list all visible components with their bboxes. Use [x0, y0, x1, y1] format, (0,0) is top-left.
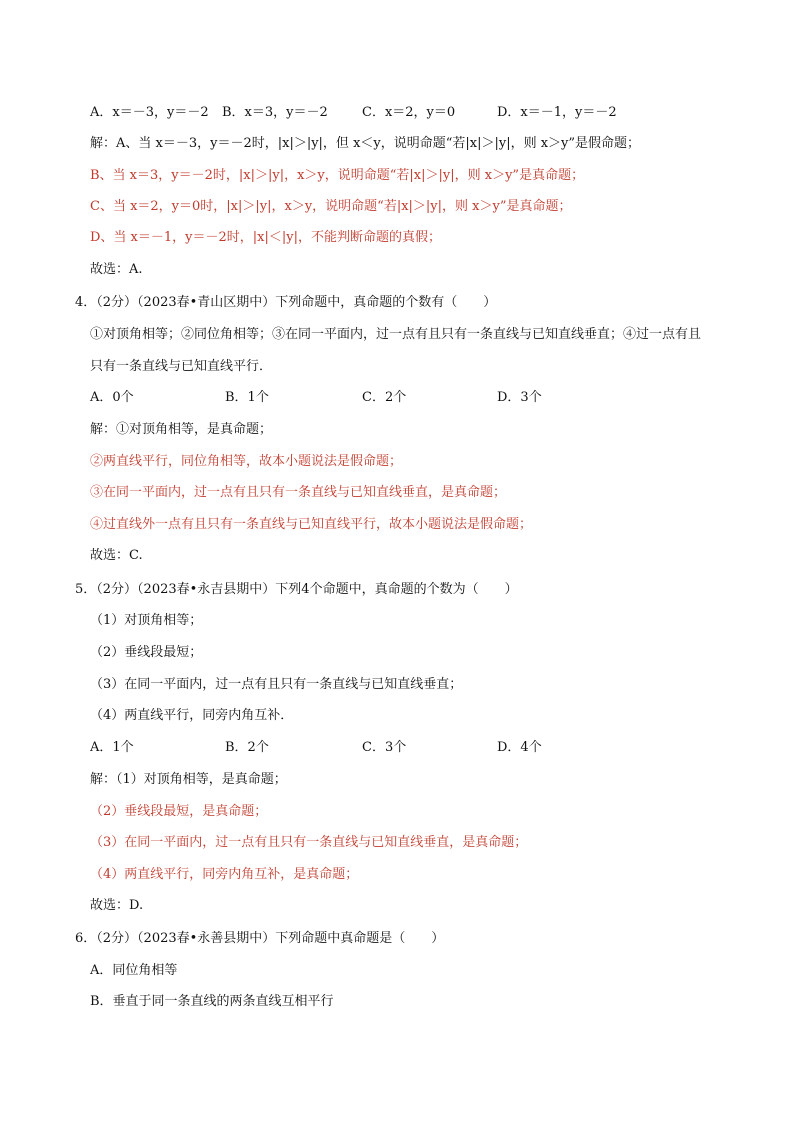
q3-answer: 故选：A.: [90, 262, 143, 277]
q5-solution-line: 解：（1）对顶角相等，是真命题；: [90, 772, 287, 787]
q5-item: （4）两直线平行，同旁内角互补．: [90, 708, 294, 723]
q3-option-a: A．x＝－3，y＝－2: [90, 105, 209, 120]
q4-body: ①对顶角相等；②同位角相等；③在同一平面内，过一点有且只有一条直线与已知直线垂直；④过一点有且: [90, 327, 702, 342]
q5-item: （1）对顶角相等；: [90, 613, 203, 628]
q4-solution-line: 解：①对顶角相等，是真命题；: [90, 422, 273, 437]
q4-option-c: C．2个: [362, 390, 407, 405]
q5-option-d: D．4个: [497, 740, 542, 755]
q5-option-b: B．2个: [225, 740, 269, 755]
q6-option-b: B．垂直于同一条直线的两条直线互相平行: [90, 994, 334, 1009]
q3-solution-line: D、当 x＝－1，y＝－2时，|x|＜|y|，不能判断命题的真假；: [90, 230, 441, 245]
q6-stem: 6．（2分）（2023春•永善县期中）下列命题中真命题是（ ）: [75, 931, 445, 946]
q5-answer: 故选：D.: [90, 898, 144, 913]
q4-solution-line: ③在同一平面内，过一点有且只有一条直线与已知直线垂直，是真命题；: [90, 485, 507, 500]
q5-item: （3）在同一平面内，过一点有且只有一条直线与已知直线垂直；: [90, 677, 463, 692]
q4-option-b: B．1个: [225, 390, 269, 405]
q3-option-d: D．x＝－1，y＝－2: [497, 105, 617, 120]
q4-stem: 4．（2分）（2023春•青山区期中）下列命题中，真命题的个数有（ ）: [75, 295, 497, 310]
q5-stem: 5．（2分）（2023春•永吉县期中）下列4个命题中，真命题的个数为（ ）: [75, 582, 518, 597]
q3-option-b: B．x＝3，y＝－2: [222, 105, 328, 120]
q3-solution-line: B、当 x＝3，y＝－2时，|x|＞|y|，x＞y，说明命题“若|x|＞|y|，则 x＞y”是真命题；: [90, 168, 585, 183]
q4-option-a: A．0个: [90, 390, 134, 405]
q5-solution-line: （2）垂线段最短，是真命题；: [90, 804, 268, 819]
q4-body: 只有一条直线与已知直线平行．: [90, 359, 273, 374]
q5-solution-line: （3）在同一平面内，过一点有且只有一条直线与已知直线垂直，是真命题；: [90, 835, 528, 850]
q6-option-a: A．同位角相等: [90, 963, 178, 978]
q5-solution-line: （4）两直线平行，同旁内角互补，是真命题；: [90, 867, 359, 882]
q5-option-a: A．1个: [90, 740, 134, 755]
q5-item: （2）垂线段最短；: [90, 645, 203, 660]
q4-solution-line: ④过直线外一点有且只有一条直线与已知直线平行，故本小题说法是假命题；: [90, 517, 533, 532]
q4-solution-line: ②两直线平行，同位角相等，故本小题说法是假命题；: [90, 454, 403, 469]
q3-solution-line: C、当 x＝2，y＝0时，|x|＞|y|，x＞y，说明命题“若|x|＞|y|，则 x＞y”是真命题；: [90, 199, 572, 214]
q4-answer: 故选：C.: [90, 548, 143, 563]
q3-option-c: C．x＝2，y＝0: [362, 105, 456, 120]
q4-option-d: D．3个: [497, 390, 542, 405]
q5-option-c: C．3个: [362, 740, 407, 755]
q3-solution-line: 解：A、当 x＝－3，y＝－2时，|x|＞|y|，但 x＜y，说明命题“若|x|＞|y|，则 x＞y”是假命题；: [90, 136, 641, 151]
